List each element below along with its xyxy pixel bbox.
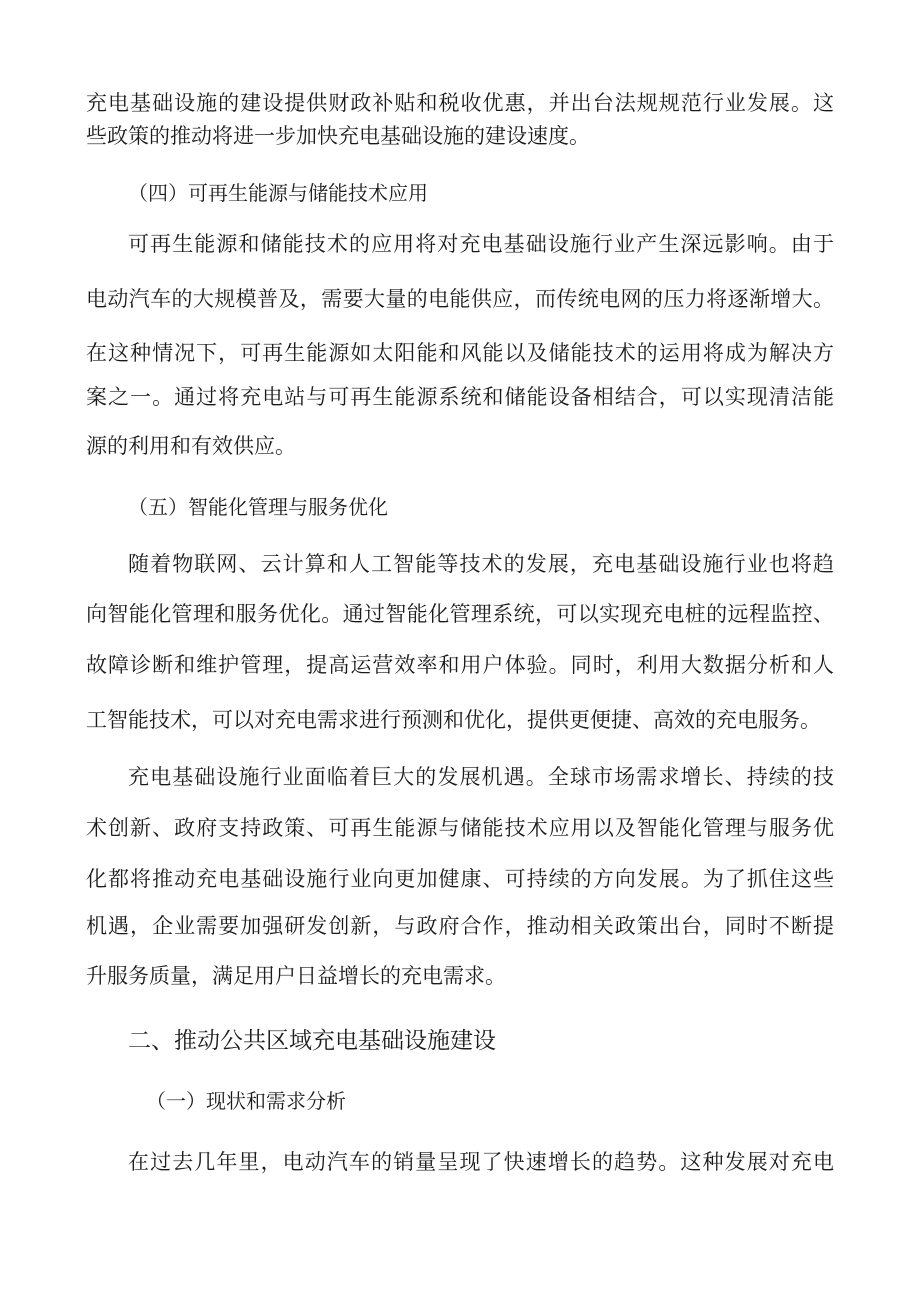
section-heading: 二、推动公共区域充电基础设施建设 (128, 1028, 496, 1054)
paragraph-line: 在这种情况下，可再生能源如太阳能和风能以及储能技术的运用将成为解决方 (86, 341, 834, 365)
paragraph-line: 随着物联网、云计算和人工智能等技术的发展，充电基础设施行业也将趋 (128, 552, 834, 576)
paragraph-line: 源的利用和有效供应。 (86, 434, 296, 458)
subsection-heading-five: （五）智能化管理与服务优化 (128, 495, 388, 519)
paragraph-line: 充电基础设施行业面临着巨大的发展机遇。全球市场需求增长、持续的技 (128, 765, 834, 789)
paragraph-line: 升服务质量，满足用户日益增长的充电需求。 (86, 964, 506, 988)
paragraph-line: 电动汽车的大规模普及，需要大量的电能供应，而传统电网的压力将逐渐增大。 (86, 287, 834, 311)
subsection-heading-four: （四）可再生能源与储能技术应用 (128, 181, 428, 205)
paragraph-line: 向智能化管理和服务优化。通过智能化管理系统，可以实现充电桩的远程监控、 (86, 602, 834, 626)
paragraph-line: 些政策的推动将进一步加快充电基础设施的建设速度。 (86, 124, 590, 148)
paragraph-line: 可再生能源和储能技术的应用将对充电基础设施行业产生深远影响。由于 (128, 232, 834, 256)
subsection-heading-one: （一）现状和需求分析 (146, 1089, 346, 1113)
paragraph-line: 充电基础设施的建设提供财政补贴和税收优惠，并出台法规规范行业发展。这 (86, 91, 834, 115)
paragraph-line: 案之一。通过将充电站与可再生能源系统和储能设备相结合，可以实现清洁能 (86, 385, 834, 409)
paragraph-line: 故障诊断和维护管理，提高运营效率和用户体验。同时，利用大数据分析和人 (86, 653, 834, 677)
paragraph-line: 工智能技术，可以对充电需求进行预测和优化，提供更便捷、高效的充电服务。 (86, 708, 821, 732)
paragraph-line: 在过去几年里，电动汽车的销量呈现了快速增长的趋势。这种发展对充电 (128, 1150, 834, 1174)
paragraph-line: 术创新、政府支持政策、可再生能源与储能技术应用以及智能化管理与服务优 (86, 816, 834, 840)
paragraph-line: 化都将推动充电基础设施行业向更加健康、可持续的方向发展。为了抓住这些 (86, 867, 834, 891)
paragraph-line: 机遇，企业需要加强研发创新，与政府合作，推动相关政策出台，同时不断提 (86, 914, 834, 938)
